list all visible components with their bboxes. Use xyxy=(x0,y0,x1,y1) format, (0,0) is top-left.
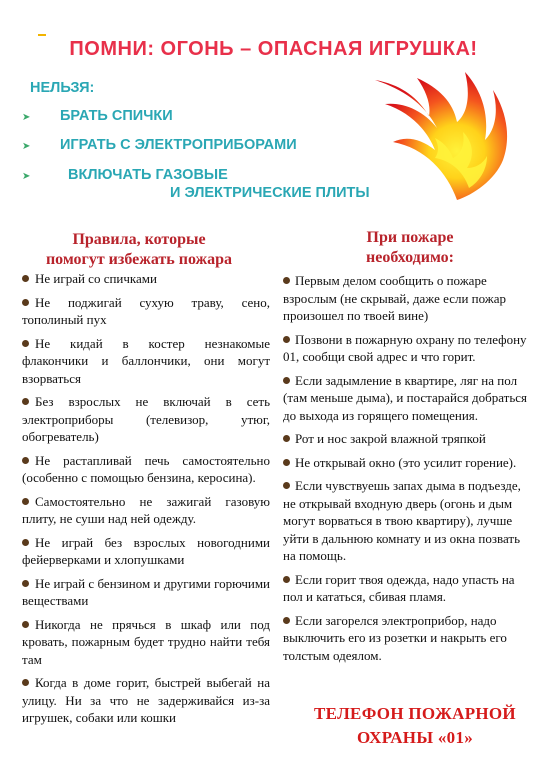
bullet-dot-icon xyxy=(22,621,29,628)
list-item: Позвони в пожарную охрану по телефону 01, сообщи свой адрес и что горит. xyxy=(283,331,527,364)
bullet-dot-icon xyxy=(283,336,290,343)
list-item: Не кидай в костер незнакомые флакончики и баллончики, они могут взорваться xyxy=(22,335,270,386)
list-item: Если загорелся электроприбор, надо выключить его из розетки и накрыть его толстым одеялом. xyxy=(283,612,507,663)
flame-icon xyxy=(365,50,515,210)
bullet-dot-icon xyxy=(22,275,29,282)
bullet-dot-icon xyxy=(283,482,290,489)
prevention-rules-list xyxy=(22,270,270,733)
bullet-dot-icon xyxy=(22,398,29,405)
bullet-dot-icon xyxy=(22,457,29,464)
left-heading-line2: помогут избежать пожара xyxy=(45,251,233,268)
bullet-dot-icon xyxy=(283,277,290,284)
ban-item-text: ИГРАТЬ С ЭЛЕКТРОПРИБОРАМИ xyxy=(60,137,297,153)
list-item: Не поджигай сухую траву, сено, тополиный пух xyxy=(22,294,270,327)
left-heading-line1: Правила, которые xyxy=(72,231,206,248)
phone-line1: ТЕЛЕФОН ПОЖАРНОЙ xyxy=(314,704,516,723)
list-item: Если задымление в квартире, ляг на пол (там меньше дыма), и постарайся добраться до выхода из горящего помещения. xyxy=(283,372,528,423)
right-heading-line1: При пожаре xyxy=(366,229,454,246)
list-item: Не открывай окно (это усилит горение). xyxy=(283,454,533,472)
nelzya-label: НЕЛЬЗЯ: xyxy=(30,80,95,96)
fire-actions-list xyxy=(283,272,533,670)
bullet-dot-icon xyxy=(283,377,290,384)
list-item: Никогда не прячься в шкаф или под кровать, пожарным будет трудно найти тебя там xyxy=(22,616,270,667)
bullet-dot-icon xyxy=(283,435,290,442)
bullet-dot-icon xyxy=(283,576,290,583)
ban-item-text: БРАТЬ СПИЧКИ xyxy=(60,108,173,124)
arrow-bullet-icon: ➤ xyxy=(22,141,31,152)
bullet-dot-icon xyxy=(22,679,29,686)
bullet-dot-icon xyxy=(22,340,29,347)
bullet-dot-icon xyxy=(22,299,29,306)
bullet-dot-icon xyxy=(283,459,290,466)
right-column-heading xyxy=(290,228,530,268)
decorative-dash xyxy=(38,34,46,36)
list-item: Без взрослых не включай в сеть электроприборы (телевизор, утюг, обогреватель) xyxy=(22,394,270,444)
list-item: Рот и нос закрой влажной тряпкой xyxy=(283,430,533,448)
phone-line2: ОХРАНЫ «01» xyxy=(356,728,474,747)
list-item: Самостоятельно не зажигай газовую плиту, не суши над ней одежду. xyxy=(22,493,270,526)
list-item: Если горит твоя одежда, надо упасть на пол и кататься, сбивая пламя. xyxy=(283,571,515,604)
bullet-dot-icon xyxy=(283,617,290,624)
left-column-heading xyxy=(14,230,264,270)
list-item: Не играй со спичками xyxy=(22,270,270,288)
list-item: Если чувствуешь запах дыма в подъезде, не открывай входную дверь (огонь и дым могут ворваться в твою квартиру), лучше уйти в дальнюю комнату и из окна позвать на помощь. xyxy=(283,478,521,563)
page-title: ПОМНИ: ОГОНЬ – ОПАСНАЯ ИГРУШКА! xyxy=(69,38,478,60)
list-item: Первым делом сообщить о пожаре взрослым (не скрывай, даже если пожар произошел по твоей вине) xyxy=(283,273,507,323)
fire-phone-notice xyxy=(285,702,545,750)
list-item: Не растапливай печь самостоятельно (особенно с помощью бензина, керосина). xyxy=(22,452,270,485)
arrow-bullet-icon: ➤ xyxy=(22,171,31,182)
list-item: Не играй с бензином и другими горючими веществами xyxy=(22,575,270,608)
bullet-dot-icon xyxy=(22,539,29,546)
bullet-dot-icon xyxy=(22,498,29,505)
arrow-bullet-icon: ➤ xyxy=(22,112,31,123)
right-heading-line2: необходимо: xyxy=(366,249,454,266)
bullet-dot-icon xyxy=(22,580,29,587)
ban-item-text-cont: И ЭЛЕКТРИЧЕСКИЕ ПЛИТЫ xyxy=(170,185,370,201)
ban-item-text: ВКЛЮЧАТЬ ГАЗОВЫЕ xyxy=(68,167,228,183)
list-item: Когда в доме горит, быстрей выбегай на улицу. Ни за что не задерживайся из-за игрушек, собаки или кошки xyxy=(22,675,270,725)
list-item: Не играй без взрослых новогодними фейерверками и хлопушками xyxy=(22,534,270,567)
